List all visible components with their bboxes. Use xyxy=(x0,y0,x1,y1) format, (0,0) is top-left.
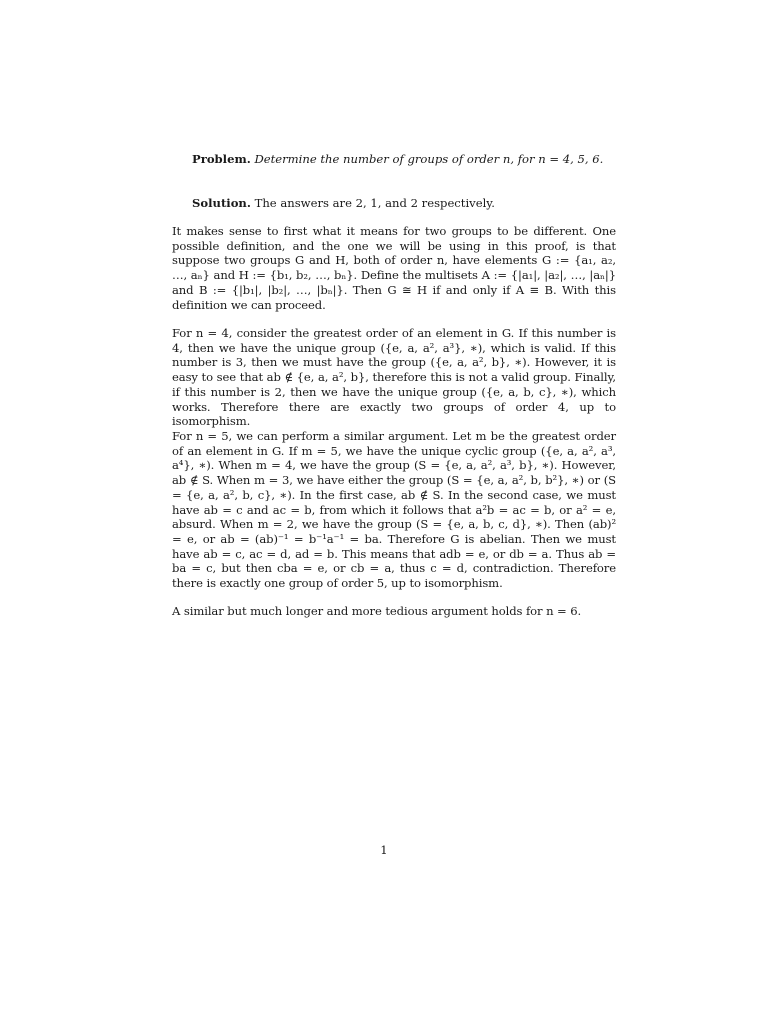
problem-statement: Determine the number of groups of order n, for n = 4, 5, 6. xyxy=(254,152,604,166)
paragraph-definition: It makes sense to first what it means for two groups to be different. One possible definition, and the one we will be using in this proof, is that suppose two groups G and H, both of order n, have elements G := {a₁, a₂, …, aₙ} and H := {b₁, b₂, …, bₙ}. Define the multisets A := {|a₁|, |a₂|, …, |aₙ|} and B := {|b₁|, |b₂|, …, |bₙ|}. Then G ≅ H if and only if A ≡ B. With this definition we can proceed. xyxy=(172,224,616,312)
problem-line xyxy=(192,152,622,167)
solution-label: Solution. xyxy=(192,196,251,210)
solution-answer: The answers are 2, 1, and 2 respectively. xyxy=(254,196,495,210)
page-number: 1 xyxy=(380,843,388,857)
solution-line xyxy=(192,196,622,211)
paragraph-order-6: A similar but much longer and more tedious argument holds for n = 6. xyxy=(172,604,582,618)
problem-label: Problem. xyxy=(192,152,251,166)
paragraph-order-4: For n = 4, consider the greatest order of an element in G. If this number is 4, then we have the unique group ({e, a, a², a³}, ∗), which is valid. If this number is 3, then we must have the group ({e, a, a², b}, ∗). However, it is easy to see that ab ∉ {e, a, a², b}, therefore this is not a valid group. Finally, if this number is 2, then we have the unique group ({e, a, b, c}, ∗), which works. Therefore there are exactly two groups of order 4, up to isomorphism. xyxy=(172,326,616,429)
paragraph-order-5: For n = 5, we can perform a similar argument. Let m be the greatest order of an element in G. If m = 5, we have the unique cyclic group ({e, a, a², a³, a⁴}, ∗). When m = 4, we have the group (S = {e, a, a², a³, b}, ∗). However, ab ∉ S. When m = 3, we have either the group (S = {e, a, a², b, b²}, ∗) or (S = {e, a, a², b, c}, ∗). In the first case, ab ∉ S. In the second case, we must have ab = c and ac = b, from which it follows that a²b = ac = b, or a² = e, absurd. When m = 2, we have the group (S = {e, a, b, c, d}, ∗). Then (ab)² = e, or ab = (ab)⁻¹ = b⁻¹a⁻¹ = ba. Therefore G is abelian. Then we must have ab = c, ac = d, ad = b. This means that adb = e, or db = a. Thus ab = ba = c, but then cba = e, or cb = a, thus c = d, contradiction. Therefore there is exactly one group of order 5, up to isomorphism. xyxy=(172,429,616,591)
